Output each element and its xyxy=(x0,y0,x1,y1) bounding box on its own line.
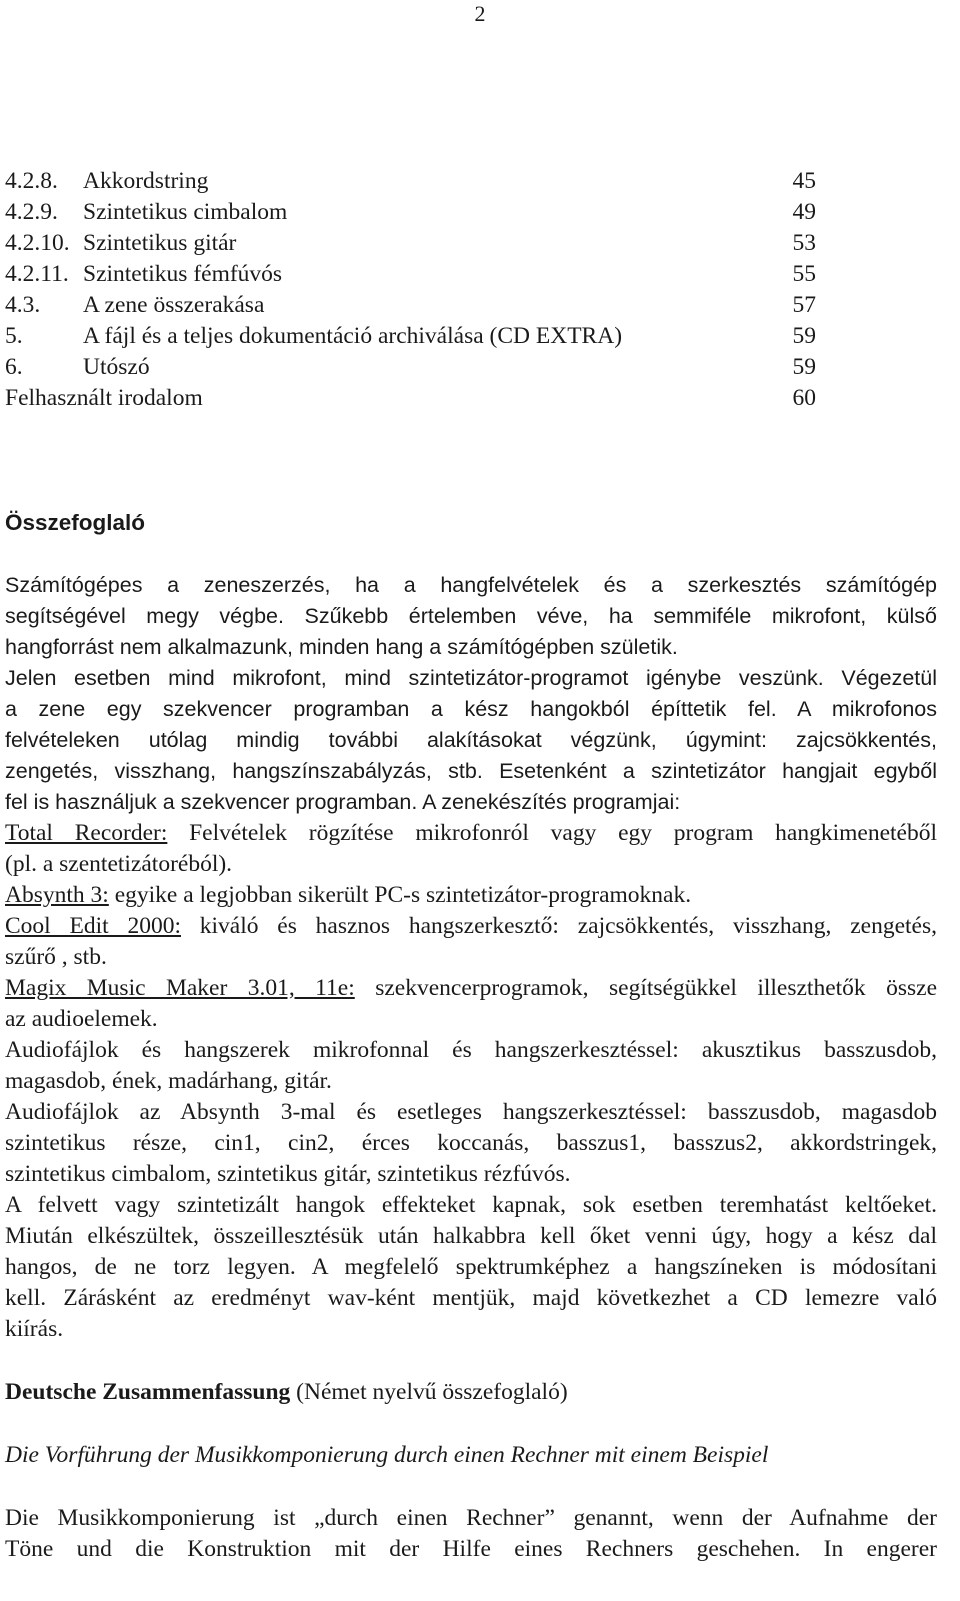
paragraph-line: Miután elkészültek, összeillesztésük után halkabbra kell őket venni úgy, hogy a kész dal xyxy=(5,1223,937,1249)
paragraph-line: szintetikus része, cin1, cin2, érces koccanás, basszus1, basszus2, akkordstringek, xyxy=(5,1130,937,1156)
program-line-continued: szűrő , stb. xyxy=(5,944,107,970)
toc-entry xyxy=(5,259,815,290)
toc-entry-title: Felhasznált irodalom xyxy=(5,385,203,411)
toc-entry xyxy=(5,321,815,352)
program-line xyxy=(5,973,937,1004)
program-name: Total Recorder: xyxy=(5,820,168,846)
toc-entry-page: 60 xyxy=(792,385,816,411)
toc-entry-title: Utószó xyxy=(83,354,150,380)
table-of-contents xyxy=(5,166,815,414)
toc-entry-number: 4.2.11. xyxy=(5,261,69,287)
summary-paragraph xyxy=(5,570,937,818)
toc-entry-page: 49 xyxy=(792,199,816,225)
paragraph-line: magasdob, ének, madárhang, gitár. xyxy=(5,1068,332,1094)
toc-entry-page: 59 xyxy=(792,323,816,349)
summary-line: zengetés, visszhang, hangszínszabályzás, stb. Esetenként a szintetizátor hangjait egyből xyxy=(5,759,937,783)
toc-entry xyxy=(5,290,815,321)
toc-entry-page: 53 xyxy=(792,230,816,256)
page-number: 2 xyxy=(474,1,486,26)
toc-entry xyxy=(5,383,815,414)
summary-line: segítségével megy végbe. Szűkebb értelemben véve, ha semmiféle mikrofont, külső xyxy=(5,604,937,628)
summary-line: Számítógépes a zeneszerzés, ha a hangfelvételek és a szerkesztés számítógép xyxy=(5,573,937,597)
program-line-continued: az audioelemek. xyxy=(5,1006,158,1032)
paragraph-line: Audiofájlok az Absynth 3-mal és esetleges hangszerkesztéssel: basszusdob, magasdob xyxy=(5,1099,937,1125)
german-line: Die Musikkomponierung ist „durch einen Rechner” genannt, wenn der Aufnahme der xyxy=(5,1505,937,1531)
german-line: Töne und die Konstruktion mit der Hilfe eines Rechners geschehen. In engerer xyxy=(5,1536,937,1562)
toc-entry-title: Szintetikus fémfúvós xyxy=(83,261,283,287)
programs-list xyxy=(5,818,937,1035)
toc-entry xyxy=(5,228,815,259)
toc-entry-title: Akkordstring xyxy=(83,168,209,194)
toc-entry-page: 45 xyxy=(792,168,816,194)
german-heading xyxy=(5,1377,937,1408)
audio-paragraphs xyxy=(5,1035,937,1345)
toc-entry-number: 4.2.8. xyxy=(5,168,58,194)
toc-entry-number: 5. xyxy=(5,323,23,349)
program-description: szekvencerprogramok, segítségükkel illeszthetők össze xyxy=(354,975,938,1001)
program-line xyxy=(5,911,937,942)
toc-entry-page: 57 xyxy=(792,292,816,318)
toc-entry-title: A zene összerakása xyxy=(83,292,265,318)
toc-entry xyxy=(5,166,815,197)
program-description: Felvételek rögzítése mikrofonról vagy egy program hangkimenetéből xyxy=(167,820,937,846)
summary-line: Jelen esetben mind mikrofont, mind szintetizátor-programot igénybe veszünk. Végezetül xyxy=(5,666,937,690)
summary-line: fel is használjuk a szekvencer programban. A zenekészítés programjai: xyxy=(5,790,681,814)
paragraph-line: kiírás. xyxy=(5,1316,64,1342)
german-heading-rest: (Német nyelvű összefoglaló) xyxy=(290,1379,568,1405)
summary-heading: Összefoglaló xyxy=(5,510,146,535)
toc-entry-page: 55 xyxy=(792,261,816,287)
summary-line: felvételeken utólag mindig további alakításokat végzünk, úgymint: zajcsökkentés, xyxy=(5,728,937,752)
paragraph-line: hangos, de ne torz legyen. A megfelelő spektrumképhez a hangszíneken is módosítani xyxy=(5,1254,937,1280)
paragraph-line: kell. Zárásként az eredményt wav-ként mentjük, majd következhet a CD lemezre való xyxy=(5,1285,937,1311)
toc-entry-page: 59 xyxy=(792,354,816,380)
program-line xyxy=(5,880,937,911)
german-title: Die Vorführung der Musikkomponierung durch einen Rechner mit einem Beispiel xyxy=(5,1442,769,1468)
toc-entry xyxy=(5,197,815,228)
program-line xyxy=(5,818,937,849)
toc-entry-number: 4.2.9. xyxy=(5,199,58,225)
toc-entry-title: Szintetikus cimbalom xyxy=(83,199,288,225)
toc-entry-title: A fájl és a teljes dokumentáció archiválása (CD EXTRA) xyxy=(83,323,623,349)
program-name: Absynth 3: xyxy=(5,882,109,908)
toc-entry-number: 6. xyxy=(5,354,23,380)
program-description: kiváló és hasznos hangszerkesztő: zajcsökkentés, visszhang, zengetés, xyxy=(180,913,937,939)
german-paragraph xyxy=(5,1503,937,1565)
toc-entry xyxy=(5,352,815,383)
paragraph-line: Audiofájlok és hangszerek mikrofonnal és hangszerkesztéssel: akusztikus basszusdob, xyxy=(5,1037,937,1063)
program-description: egyike a legjobban sikerült PC-s szintetizátor-programoknak. xyxy=(108,882,692,908)
toc-entry-number: 4.3. xyxy=(5,292,41,318)
program-name: Cool Edit 2000: xyxy=(5,913,181,939)
paragraph-line: szintetikus cimbalom, szintetikus gitár, szintetikus rézfúvós. xyxy=(5,1161,571,1187)
german-heading-bold: Deutsche Zusammenfassung xyxy=(5,1379,291,1405)
toc-entry-title: Szintetikus gitár xyxy=(83,230,237,256)
summary-line: hangforrást nem alkalmazunk, minden hang a számítógépben születik. xyxy=(5,635,678,659)
program-line-continued: (pl. a szentetizátoréból). xyxy=(5,851,233,877)
summary-line: a zene egy szekvencer programban a kész hangokból építtetik fel. A mikrofonos xyxy=(5,697,937,721)
program-name: Magix Music Maker 3.01, 11e: xyxy=(5,975,355,1001)
toc-entry-number: 4.2.10. xyxy=(5,230,70,256)
paragraph-line: A felvett vagy szintetizált hangok effekteket kapnak, sok esetben teremhatást keltőeket. xyxy=(5,1192,937,1218)
